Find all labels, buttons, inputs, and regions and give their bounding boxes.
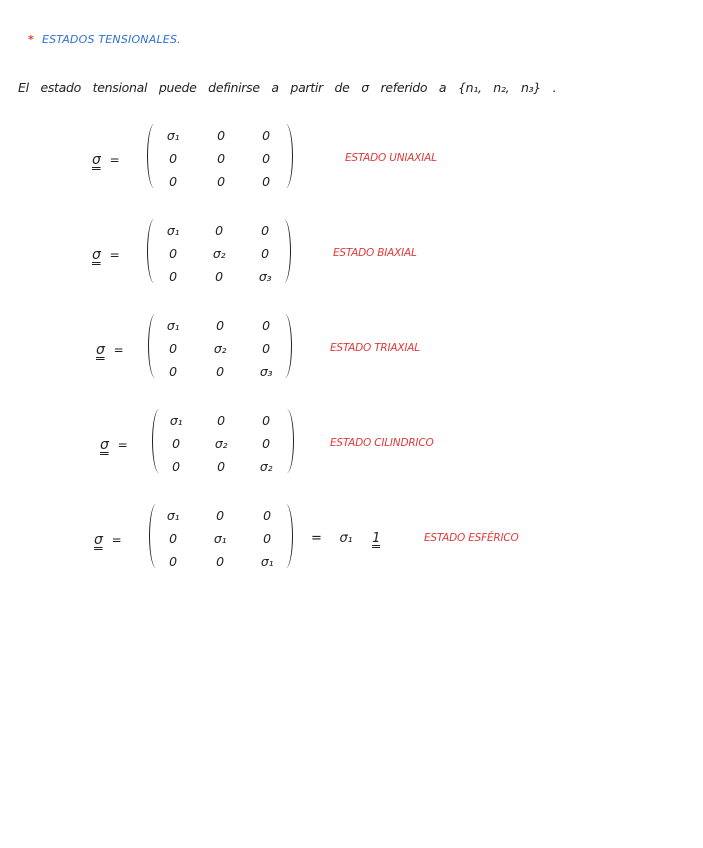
- matrix-cell: σ₁: [260, 554, 274, 569]
- matrix-block-uniaxial: [0, 118, 703, 198]
- matrix-cell: 0: [262, 341, 270, 356]
- matrix-block-biaxial: [0, 213, 703, 293]
- right-parenthesis: [279, 219, 291, 283]
- state-label: ESTADO CILINDRICO: [330, 437, 434, 449]
- matrix-cell: σ₁: [213, 531, 227, 546]
- sigma-symbol: σ: [94, 532, 103, 548]
- equals-sign: =: [311, 531, 322, 546]
- matrix-cell: 0: [172, 459, 180, 474]
- bullet-asterisk: *: [28, 33, 34, 46]
- matrix-cell: 0: [215, 269, 223, 284]
- sigma-symbol: σ: [92, 152, 101, 168]
- sigma-symbol: σ: [100, 437, 109, 453]
- matrix-cell: 0: [215, 223, 223, 238]
- state-label: ESTADO ESFÉRICO: [424, 532, 519, 544]
- section-heading: [28, 33, 181, 46]
- matrix-cell: 0: [262, 174, 270, 189]
- matrix-cell: σ₃: [258, 269, 272, 284]
- right-parenthesis: [282, 409, 294, 473]
- matrix-cell: 0: [262, 318, 270, 333]
- state-label: ESTADO TRIAXIAL: [330, 342, 420, 354]
- equals-sign: =: [111, 533, 122, 547]
- matrix-cell: σ₁: [166, 128, 180, 143]
- matrix-cell: 0: [172, 436, 180, 451]
- spherical-identity-expression: [311, 531, 380, 546]
- matrix-cell: σ₁: [166, 508, 180, 523]
- stress-tensor-symbol: [100, 437, 127, 453]
- matrix-cell: 0: [169, 364, 177, 379]
- matrix-cell: σ₂: [212, 246, 226, 261]
- matrix-cell: σ₁: [169, 413, 183, 428]
- matrix-cell: 0: [216, 318, 224, 333]
- stress-tensor-symbol: [92, 247, 119, 263]
- matrix-block-spherical: [0, 498, 703, 578]
- left-parenthesis: [147, 124, 159, 188]
- matrix-cell: 0: [217, 459, 225, 474]
- matrix-cell: 0: [263, 508, 271, 523]
- sigma-one-symbol: σ₁: [339, 531, 353, 546]
- matrix-block-triaxial: [0, 308, 703, 388]
- heading-text: ESTADOS TENSIONALES.: [41, 33, 181, 46]
- matrix-cell: 0: [169, 269, 177, 284]
- left-parenthesis: [147, 219, 159, 283]
- matrix-cell: 0: [217, 174, 225, 189]
- matrix-cell: 0: [261, 223, 269, 238]
- sigma-symbol: σ: [96, 342, 105, 358]
- intro-sentence: El estado tensional puede definirse a partir de σ referido a {n₁, n₂, n₃} .: [18, 80, 557, 95]
- matrix-cell: σ₁: [166, 318, 180, 333]
- matrix-cell: 0: [261, 246, 269, 261]
- matrix-cell: 0: [263, 531, 271, 546]
- matrix-cell: σ₃: [259, 364, 273, 379]
- matrix-cell: 0: [262, 151, 270, 166]
- sigma-symbol: σ: [92, 247, 101, 263]
- equals-sign: =: [109, 248, 120, 262]
- matrix-cell: 0: [216, 508, 224, 523]
- matrix-cell: 0: [169, 554, 177, 569]
- matrix-cell: 0: [216, 554, 224, 569]
- matrix-cell: σ₂: [259, 459, 273, 474]
- stress-tensor-symbol: [96, 342, 123, 358]
- matrix-cell: 0: [262, 128, 270, 143]
- equals-sign: =: [117, 438, 128, 452]
- matrix-cell: 0: [169, 246, 177, 261]
- stress-tensor-symbol: [94, 532, 121, 548]
- matrix-cell: 0: [217, 128, 225, 143]
- matrix-cell: 0: [169, 151, 177, 166]
- state-label: ESTADO UNIAXIAL: [345, 152, 437, 164]
- equals-sign: =: [109, 153, 120, 167]
- matrix-cell: 0: [217, 151, 225, 166]
- matrix-cell: σ₂: [213, 341, 227, 356]
- matrix-cell: 0: [169, 174, 177, 189]
- matrix-cell: 0: [169, 341, 177, 356]
- state-label: ESTADO BIAXIAL: [333, 247, 417, 259]
- matrix-cell: 0: [262, 436, 270, 451]
- equals-sign: =: [113, 343, 124, 357]
- matrix-cell: 0: [217, 413, 225, 428]
- matrix-cell: 0: [169, 531, 177, 546]
- matrix-cell: σ₂: [214, 436, 228, 451]
- matrix-cell: σ₁: [166, 223, 180, 238]
- matrix-cell: 0: [216, 364, 224, 379]
- right-parenthesis: [281, 504, 293, 568]
- left-parenthesis: [148, 314, 160, 378]
- matrix-block-cylindrical: [0, 403, 703, 483]
- right-parenthesis: [281, 124, 293, 188]
- identity-tensor-symbol: 1: [372, 531, 381, 546]
- right-parenthesis: [280, 314, 292, 378]
- stress-tensor-symbol: [92, 152, 119, 168]
- matrix-cell: 0: [262, 413, 270, 428]
